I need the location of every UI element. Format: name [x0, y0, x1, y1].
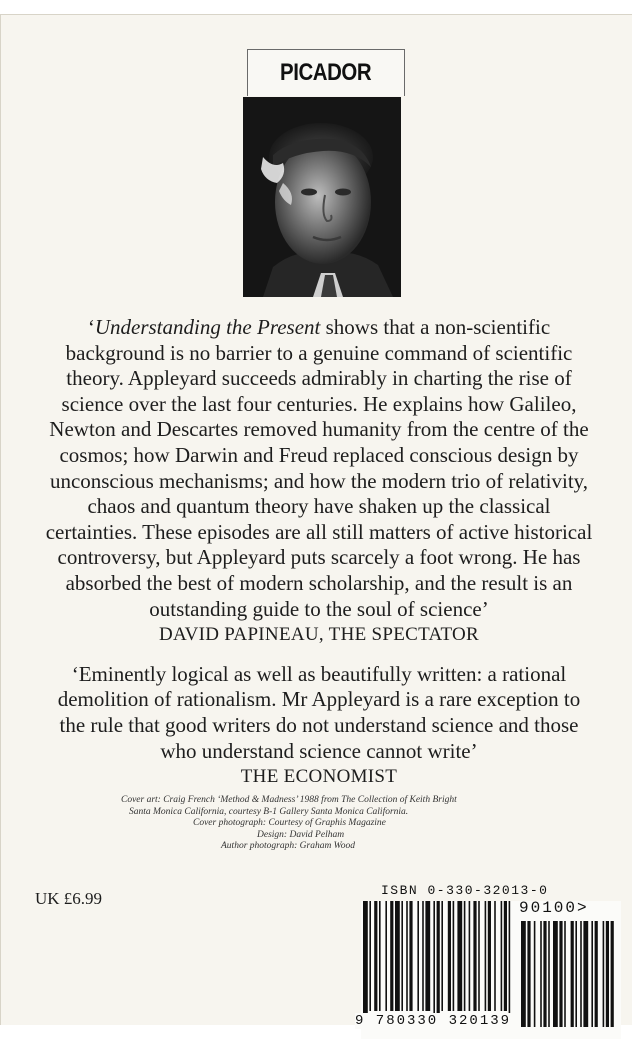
barcode-bar	[385, 901, 387, 1011]
credit-line-author-photo: Author photograph: Graham Wood	[221, 841, 355, 852]
credit-line-cover-art: Cover art: Craig French ‘Method & Madness’ 1988 from The Collection of Keith Bright	[121, 795, 457, 805]
barcode-bar	[504, 901, 507, 1011]
barcode-bar	[457, 901, 462, 1011]
barcode-bar	[363, 901, 368, 1019]
barcode-addon-bar	[611, 921, 614, 1027]
barcode-addon-bar	[527, 921, 530, 1027]
review-quote-economist: ‘Eminently logical as well as beautifully written: a rational demolition of rationalism. Mr Appleyard is a rare exception to the rule that good writers do not understand science and those who understand science cannot write’	[57, 661, 581, 763]
barcode-addon-bar	[603, 921, 605, 1027]
barcode-bar	[441, 901, 443, 1011]
barcode-bar	[422, 901, 424, 1011]
barcode-bar	[485, 901, 487, 1011]
barcode-addon-bar	[575, 921, 577, 1027]
barcode-addon-bar	[553, 921, 558, 1027]
review-quote-text: shows that a non-scientific background is no barrier to a genuine command of scientific theory. Appleyard succeeds admirably in charting the rise of science over the last four centuries. He explains how Galileo, Newton and Descartes removed humanity from the centre of the cosmos; how Darwin and Freud replaced conscious design by unconscious mechanisms; and how the modern trio of relativity, chaos and quantum theory have shaken up the classical certainties. These episodes are all still matters of active historical controversy, but Appleyard puts scarcely a foot wrong. He has absorbed the best of modern scholarship, and the result is an outstanding guide to the soul of science’	[45, 315, 593, 621]
barcode-addon-bar	[543, 921, 546, 1027]
barcode-bar	[473, 901, 476, 1011]
credit-line-cover-photo: Cover photograph: Courtesy of Graphis Magazine	[193, 818, 386, 829]
credit-line-gallery: Santa Monica California, courtesy B-1 Gallery Santa Monica California.	[129, 806, 409, 817]
barcode-addon-bar	[591, 921, 593, 1027]
barcode-bar	[478, 901, 480, 1011]
barcode-addon-bar	[548, 921, 550, 1027]
barcode-bar	[409, 901, 412, 1011]
barcode-bar	[453, 901, 455, 1011]
barcode-addon-bar	[571, 921, 574, 1027]
barcode-bar	[390, 901, 393, 1011]
barcode-addon-bar	[521, 921, 526, 1027]
barcode-bar	[469, 901, 471, 1011]
barcode-addon-bar	[606, 921, 609, 1027]
isbn-label: ISBN 0-330-32013-0	[381, 883, 549, 898]
open-quote-mark: ‘	[87, 315, 95, 339]
barcode-bar	[425, 901, 430, 1011]
credit-line-design: Design: David Pelham	[257, 829, 345, 840]
barcode-main-digits: 9 780330 320139	[355, 1013, 512, 1029]
barcode-bar	[395, 901, 400, 1011]
review-blurbs	[45, 315, 593, 790]
barcode-bar	[379, 901, 381, 1011]
publisher-logo	[247, 49, 405, 96]
barcode-bar	[369, 901, 371, 1011]
book-title-italic: Understanding the Present	[94, 315, 321, 339]
barcode-bar	[433, 901, 435, 1019]
barcode-bar	[509, 901, 511, 1019]
barcode-addon-bar	[583, 921, 588, 1027]
barcode-bar	[437, 901, 440, 1019]
barcode-addon-bar	[540, 921, 542, 1027]
cover-credits	[121, 795, 501, 853]
barcode-bar	[488, 901, 491, 1011]
barcode-addon-digits: 90100>	[519, 899, 589, 917]
review-quote-spectator	[45, 315, 593, 622]
barcode-bar	[494, 901, 496, 1011]
publisher-logo-text: PICADOR	[280, 59, 372, 86]
barcode-addon-bar	[559, 921, 562, 1027]
barcode-bar	[417, 901, 419, 1011]
price-label: UK £6.99	[35, 889, 103, 908]
barcode-addon-bar	[595, 921, 598, 1027]
barcode-bar	[501, 901, 503, 1011]
barcode-bar	[406, 901, 408, 1011]
author-photo-image	[243, 97, 401, 297]
barcode-bar	[401, 901, 403, 1011]
barcode-addon-bar	[534, 921, 536, 1027]
review-attribution-spectator: DAVID PAPINEAU, THE SPECTATOR	[158, 624, 480, 646]
book-back-cover	[0, 14, 632, 1029]
barcode-bar	[448, 901, 451, 1011]
review-attribution-economist: THE ECONOMIST	[240, 766, 398, 788]
barcode-addon-bar	[564, 921, 566, 1027]
barcode-bar	[464, 901, 466, 1011]
barcode-bar	[374, 901, 377, 1011]
author-photo	[243, 97, 401, 297]
barcode-addon-bar	[580, 921, 582, 1027]
